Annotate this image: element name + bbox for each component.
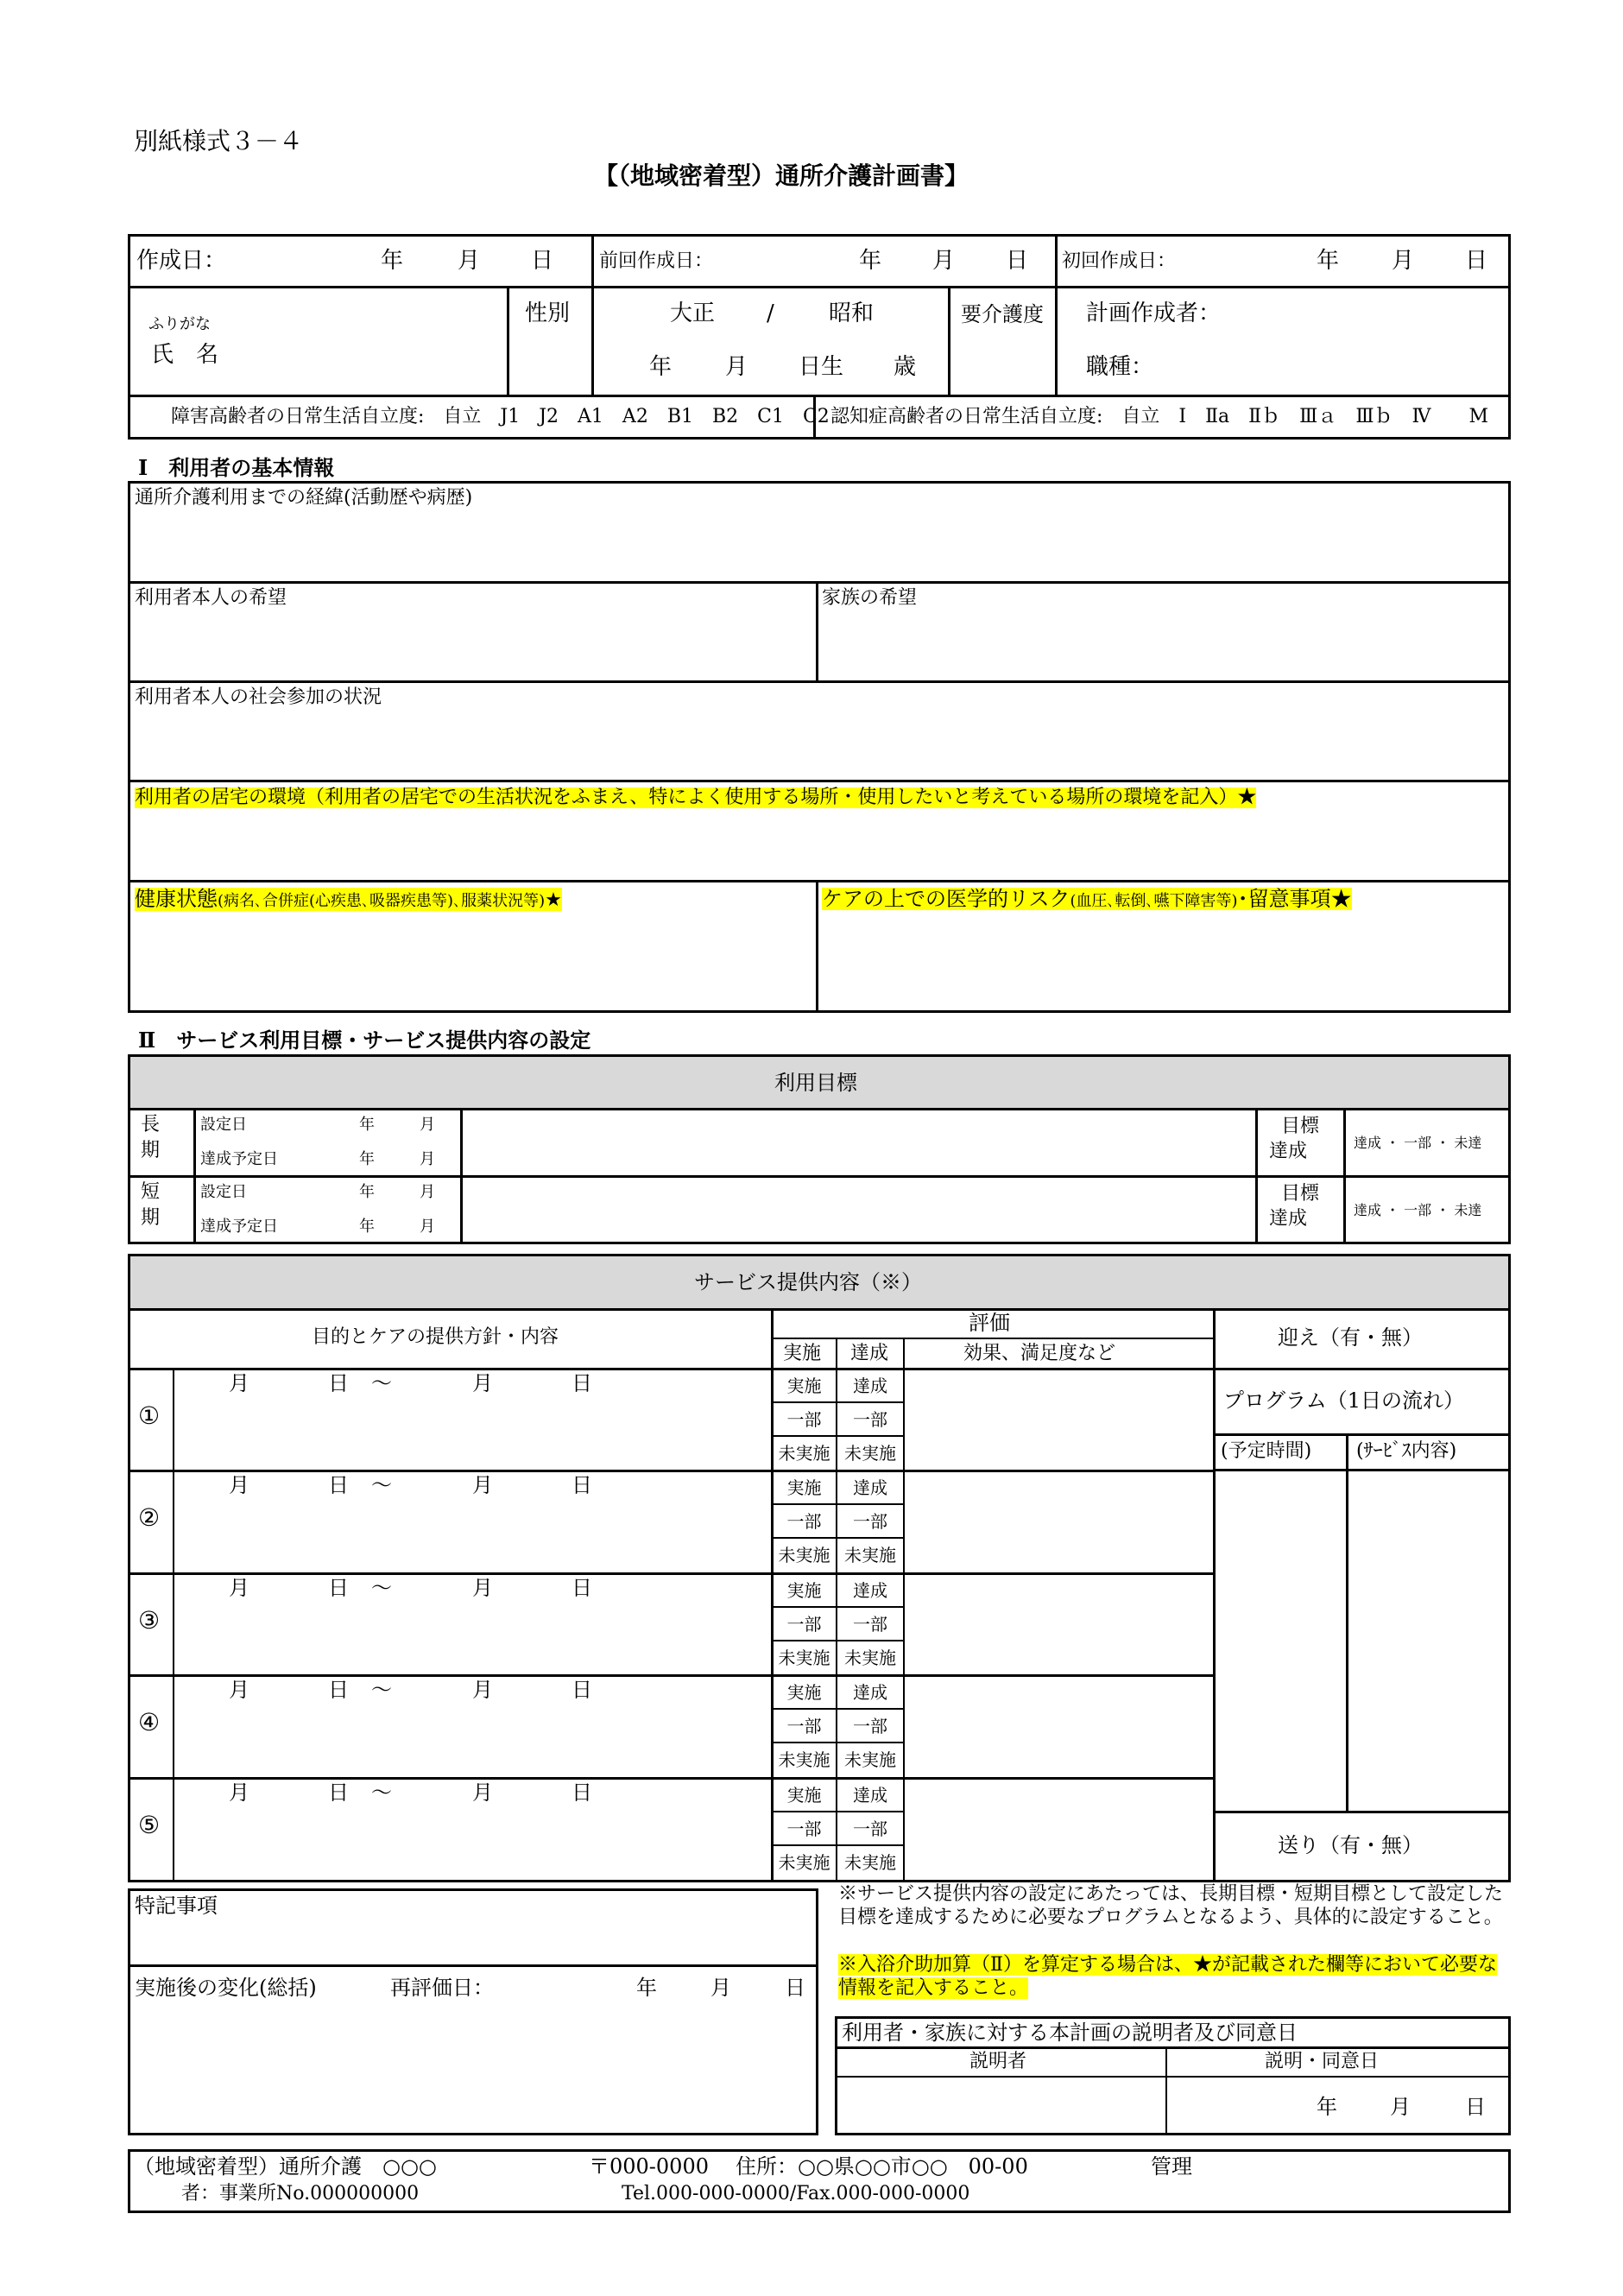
period-start-month: 月 [229,1371,249,1395]
explanation-header: 利用者・家族に対する本計画の説明者及び同意日 [842,2021,1298,2045]
long-target-date-label: 達成予定日 [200,1150,278,1168]
implemented-option: 一部 [786,1716,822,1736]
section2-heading: Ⅱ サービス利用目標・サービス提供内容の設定 [138,1028,591,1053]
achieved-header: 達成 [850,1343,889,1364]
row-number: ④ [138,1708,161,1736]
prev-created-label: 前回作成日： [599,250,714,272]
name-label: 氏 名 [151,342,219,368]
facility-number: 者：事業所No.000000000 [181,2183,420,2204]
reevaluation-year: 年 [636,1976,657,2000]
short-set-date-label: 設定日 [200,1183,247,1201]
implemented-header: 実施 [783,1343,822,1364]
sex-label: 性別 [525,300,571,326]
service-content-header: (ｻｰﾋﾞｽ内容) [1356,1440,1457,1462]
implemented-option: 実施 [786,1682,822,1703]
medical-risk-label: ケアの上での医学的リスク(血圧､転倒､嚥下障害等)･留意事項★ [822,887,1352,911]
long-goal-achievement-label-2: 達成 [1269,1141,1308,1162]
reevaluation-day: 日 [785,1976,805,2000]
period-start-day: 日 [328,1576,349,1600]
reevaluation-month: 月 [710,1976,731,2000]
era-separator: / [767,300,774,326]
long-set-date-label: 設定日 [200,1116,247,1134]
short-term-label-2: 期 [141,1207,161,1229]
reevaluation-date-label: 再評価日： [390,1976,494,2000]
program-label: プログラム（1日の流れ） [1223,1388,1465,1413]
short-target-month: 月 [420,1218,435,1236]
page-title: 【（地域密着型）通所介護計画書】 [594,161,969,190]
achieved-option: 達成 [853,1682,887,1703]
long-set-year: 年 [359,1116,375,1134]
birth-month: 月 [725,354,748,380]
manager-label: 管理 [1151,2154,1192,2179]
implemented-option: 実施 [786,1477,822,1498]
period-tilde: ～ [371,1371,392,1395]
long-goal-achievement-label-1: 目標 [1281,1116,1320,1137]
social-participation-label: 利用者本人の社会参加の状況 [135,686,382,708]
job-label: 職種： [1086,354,1154,380]
implemented-option: 一部 [786,1614,822,1635]
bath-assistance-note: ※入浴介助加算（Ⅱ）を算定する場合は、★が記載された欄等において必要な情報を記入すること。 [838,1954,1497,1999]
special-notes-label: 特記事項 [135,1894,218,1918]
long-term-label-2: 期 [141,1140,161,1161]
period-end-day: 日 [572,1678,592,1702]
postal-code: 〒000-0000 [589,2154,709,2179]
implemented-option: 一部 [786,1511,822,1532]
section1-heading: Ⅰ 利用者の基本情報 [138,455,335,480]
period-end-month: 月 [472,1781,493,1805]
birth-year: 年 [649,354,673,380]
first-created-label: 初回作成日： [1062,250,1177,272]
long-target-month: 月 [420,1150,435,1168]
tel-fax: Tel.000-000-0000/Fax.000-000-0000 [622,2183,970,2204]
achieved-option: 達成 [853,1580,887,1601]
prev-day: 日 [1006,248,1029,274]
created-month: 月 [458,248,481,274]
short-term-label-1: 短 [141,1181,161,1203]
family-wish-label: 家族の希望 [822,587,918,609]
achieved-option: 未実施 [844,1749,896,1770]
service-header: サービス提供内容（※） [694,1270,922,1294]
furigana-label: ふりがな [148,315,211,333]
period-start-day: 日 [328,1678,349,1702]
care-level-label: 要介護度 [961,302,1044,326]
facility-address: 住所：○○県○○市○○ 00-00 [736,2154,1028,2179]
long-set-month: 月 [420,1116,435,1134]
form-number: 別紙様式３－４ [134,127,304,155]
achieved-option: 一部 [853,1511,887,1532]
achieved-option: 未実施 [844,1648,896,1668]
period-start-day: 日 [328,1371,349,1395]
implemented-option: 未実施 [778,1749,830,1770]
first-month: 月 [1392,248,1415,274]
prev-month: 月 [932,248,956,274]
achieved-option: 達成 [853,1376,887,1396]
created-date-label: 作成日： [136,248,227,274]
pickup-label: 迎え（有・無） [1278,1325,1423,1350]
period-end-day: 日 [572,1781,592,1805]
period-start-month: 月 [229,1473,249,1497]
long-achievement-options: 達成 ・ 一部 ・ 未達 [1354,1135,1482,1151]
short-target-date-label: 達成予定日 [200,1218,278,1236]
history-label: 通所介護利用までの経緯(活動歴や病歴) [135,487,473,509]
period-end-month: 月 [472,1473,493,1497]
achieved-option: 一部 [853,1716,887,1736]
implemented-option: 未実施 [778,1648,830,1668]
created-day: 日 [531,248,554,274]
era-showa: 昭和 [829,300,875,326]
implemented-option: 未実施 [778,1852,830,1873]
period-start-month: 月 [229,1781,249,1805]
short-goal-achievement-label-2: 達成 [1269,1208,1308,1230]
achieved-option: 一部 [853,1409,887,1430]
implemented-option: 一部 [786,1818,822,1839]
row-number: ② [138,1503,161,1532]
implemented-option: 実施 [786,1376,822,1396]
period-end-month: 月 [472,1576,493,1600]
long-target-year: 年 [359,1150,375,1168]
health-status-label: 健康状態(病名､合併症(心疾患､吸器疾患等)､服薬状況等)★ [135,887,562,911]
row-number: ① [138,1401,161,1430]
achieved-option: 一部 [853,1614,887,1635]
period-start-month: 月 [229,1576,249,1600]
age-label: 歳 [894,354,917,380]
change-summary-label: 実施後の変化(総括) [135,1976,317,2000]
period-end-day: 日 [572,1473,592,1497]
row-number: ⑤ [138,1811,161,1839]
period-tilde: ～ [371,1678,392,1702]
first-year: 年 [1317,248,1340,274]
period-end-month: 月 [472,1678,493,1702]
period-start-day: 日 [328,1473,349,1497]
evaluation-label: 評価 [969,1311,1010,1335]
facility-name: （地域密着型）通所介護 ○○○ [134,2154,437,2179]
short-achievement-options: 達成 ・ 一部 ・ 未達 [1354,1202,1482,1218]
short-target-year: 年 [359,1218,375,1236]
period-end-day: 日 [572,1371,592,1395]
achieved-option: 一部 [853,1818,887,1839]
dementia-independence: 認知症高齢者の日常生活自立度: 自立 Ⅰ Ⅱa Ⅱｂ Ⅲａ Ⅲｂ Ⅳ M [830,406,1489,427]
prev-year: 年 [859,248,882,274]
dropoff-label: 送り（有・無） [1278,1833,1423,1857]
achieved-option: 達成 [853,1477,887,1498]
implemented-option: 未実施 [778,1545,830,1565]
user-wish-label: 利用者本人の希望 [135,587,287,609]
short-set-year: 年 [359,1183,375,1201]
short-goal-achievement-label-1: 目標 [1281,1183,1320,1205]
period-start-month: 月 [229,1678,249,1702]
birth-day-label: 日生 [799,354,844,380]
period-tilde: ～ [371,1781,392,1805]
consent-year: 年 [1317,2095,1337,2119]
period-end-day: 日 [572,1576,592,1600]
home-environment-label: 利用者の居宅の環境（利用者の居宅での生活状況をふまえ、特によく使用する場所・使用したいと考えている場所の環境を記入）★ [135,787,1257,808]
row-number: ③ [138,1606,161,1635]
created-year: 年 [381,248,404,274]
consent-month: 月 [1390,2095,1411,2119]
achieved-option: 未実施 [844,1443,896,1464]
period-tilde: ～ [371,1576,392,1600]
explainer-label: 説明者 [969,2051,1027,2072]
period-end-month: 月 [472,1371,493,1395]
period-start-day: 日 [328,1781,349,1805]
achieved-option: 未実施 [844,1852,896,1873]
achieved-option: 達成 [853,1785,887,1806]
planner-label: 計画作成者： [1086,300,1222,326]
implemented-option: 一部 [786,1409,822,1430]
first-day: 日 [1465,248,1488,274]
implemented-option: 未実施 [778,1443,830,1464]
period-tilde: ～ [371,1473,392,1497]
implemented-option: 実施 [786,1785,822,1806]
goals-header: 利用目標 [774,1071,857,1095]
long-term-label-1: 長 [141,1114,161,1135]
consent-day: 日 [1465,2095,1486,2119]
effects-header: 効果、満足度など [963,1343,1116,1364]
implemented-option: 実施 [786,1580,822,1601]
scheduled-time-header: (予定時間) [1221,1440,1312,1462]
era-taisho: 大正 [670,300,716,326]
short-set-month: 月 [420,1183,435,1201]
disability-independence: 障害高齢者の日常生活自立度: 自立 J1 J2 A1 A2 B1 B2 C1 C2 [171,406,830,427]
service-setting-note: ※サービス提供内容の設定にあたっては、長期目標・短期目標として設定した目標を達成するために必要なプログラムとなるよう、具体的に設定すること。 [838,1883,1504,1928]
achieved-option: 未実施 [844,1545,896,1565]
consent-date-label: 説明・同意日 [1265,2051,1380,2072]
purpose-label: 目的とケアの提供方針・内容 [312,1326,559,1348]
